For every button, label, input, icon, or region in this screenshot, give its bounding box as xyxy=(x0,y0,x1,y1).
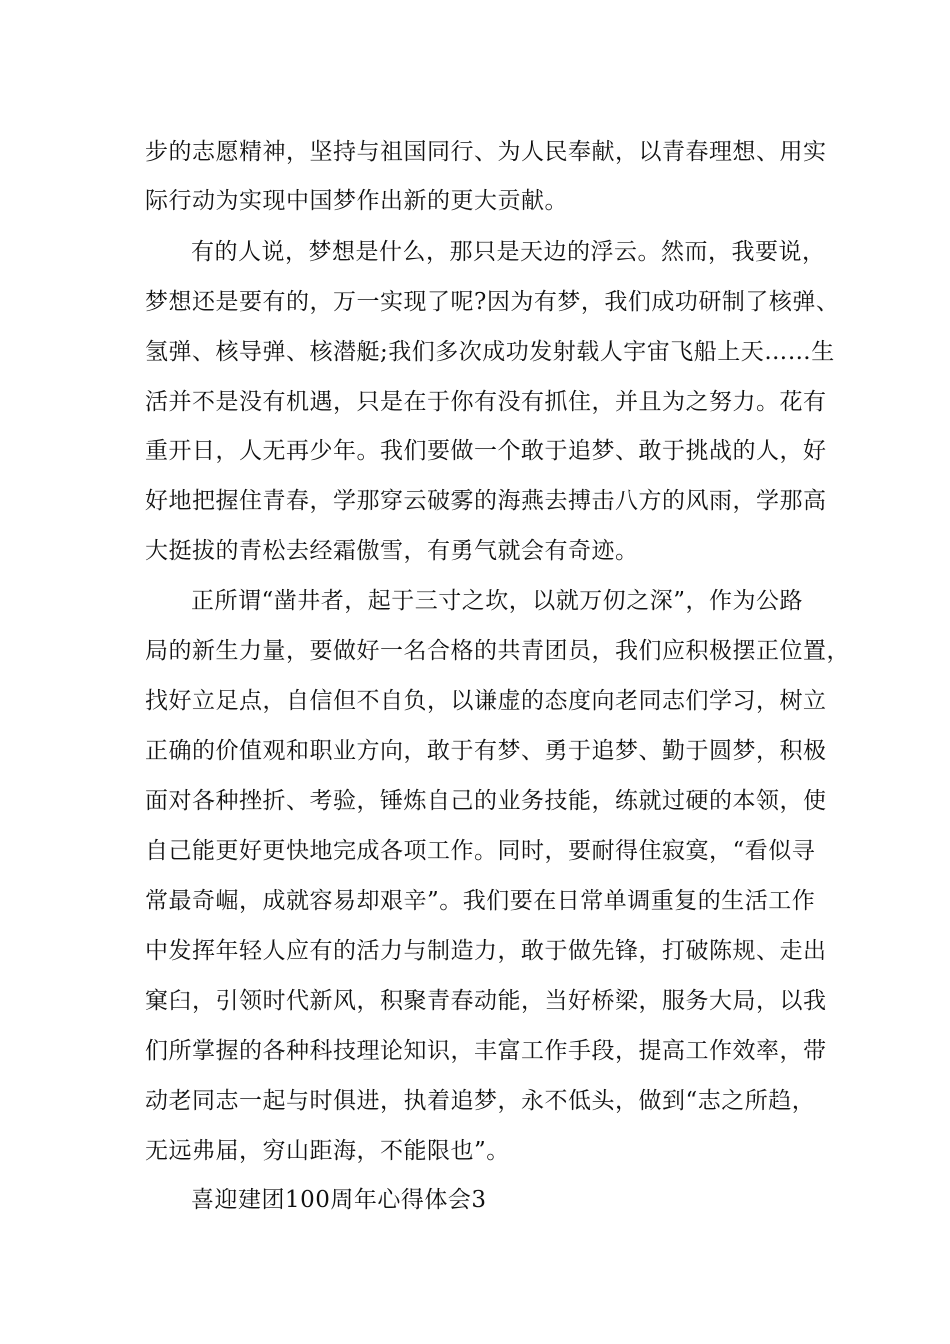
text-line: 活并不是没有机遇，只是在于你有没有抓住，并且为之努力。花有 xyxy=(145,389,827,415)
text-line: 正确的价值观和职业方向，敢于有梦、勇于追梦、勤于圆梦，积极 xyxy=(145,738,827,764)
text-line: 有的人说，梦想是什么，那只是天边的浮云。然而，我要说， xyxy=(191,239,826,265)
section-heading: 喜迎建团100周年心得体会3 xyxy=(191,1187,487,1213)
text-line: 正所谓“凿井者，起于三寸之坎，以就万仞之深”，作为公路 xyxy=(191,588,804,614)
text-line: 际行动为实现中国梦作出新的更大贡献。 xyxy=(145,188,568,214)
text-line: 常最奇崛，成就容易却艰辛”。我们要在日常单调重复的生活工作 xyxy=(145,888,816,914)
text-line: 自己能更好更快地完成各项工作。同时，要耐得住寂寞，“看似寻 xyxy=(145,838,816,864)
text-line: 重开日，人无再少年。我们要做一个敢于追梦、敢于挑战的人，好 xyxy=(145,438,827,464)
text-line: 中发挥年轻人应有的活力与制造力，敢于做先锋，打破陈规、走出 xyxy=(145,938,827,964)
text-line: 局的新生力量，要做好一名合格的共青团员，我们应积极摆正位置， xyxy=(145,638,850,664)
text-line: 梦想还是要有的，万一实现了呢?因为有梦，我们成功研制了核弹、 xyxy=(145,289,840,315)
text-line: 面对各种挫折、考验，锤炼自己的业务技能，练就过硬的本领，使 xyxy=(145,788,827,814)
text-line: 动老同志一起与时俱进，执着追梦，永不低头，做到“志之所趋， xyxy=(145,1088,816,1114)
text-line: 窠臼，引领时代新风，积聚青春动能，当好桥梁，服务大局，以我 xyxy=(145,988,827,1014)
text-line: 找好立足点，自信但不自负，以谦虚的态度向老同志们学习，树立 xyxy=(145,688,827,714)
text-line: 步的志愿精神，坚持与祖国同行、为人民奉献，以青春理想、用实 xyxy=(145,139,827,165)
text-line: 好地把握住青春，学那穿云破雾的海燕去搏击八方的风雨，学那高 xyxy=(145,488,827,514)
text-line: 无远弗届，穷山距海，不能限也”。 xyxy=(145,1138,510,1164)
text-line: 们所掌握的各种科技理论知识，丰富工作手段，提高工作效率，带 xyxy=(145,1038,827,1064)
text-line: 大挺拔的青松去经霜傲雪，有勇气就会有奇迹。 xyxy=(145,538,639,564)
text-line: 氢弹、核导弹、核潜艇;我们多次成功发射载人宇宙飞船上天……生 xyxy=(145,339,835,365)
